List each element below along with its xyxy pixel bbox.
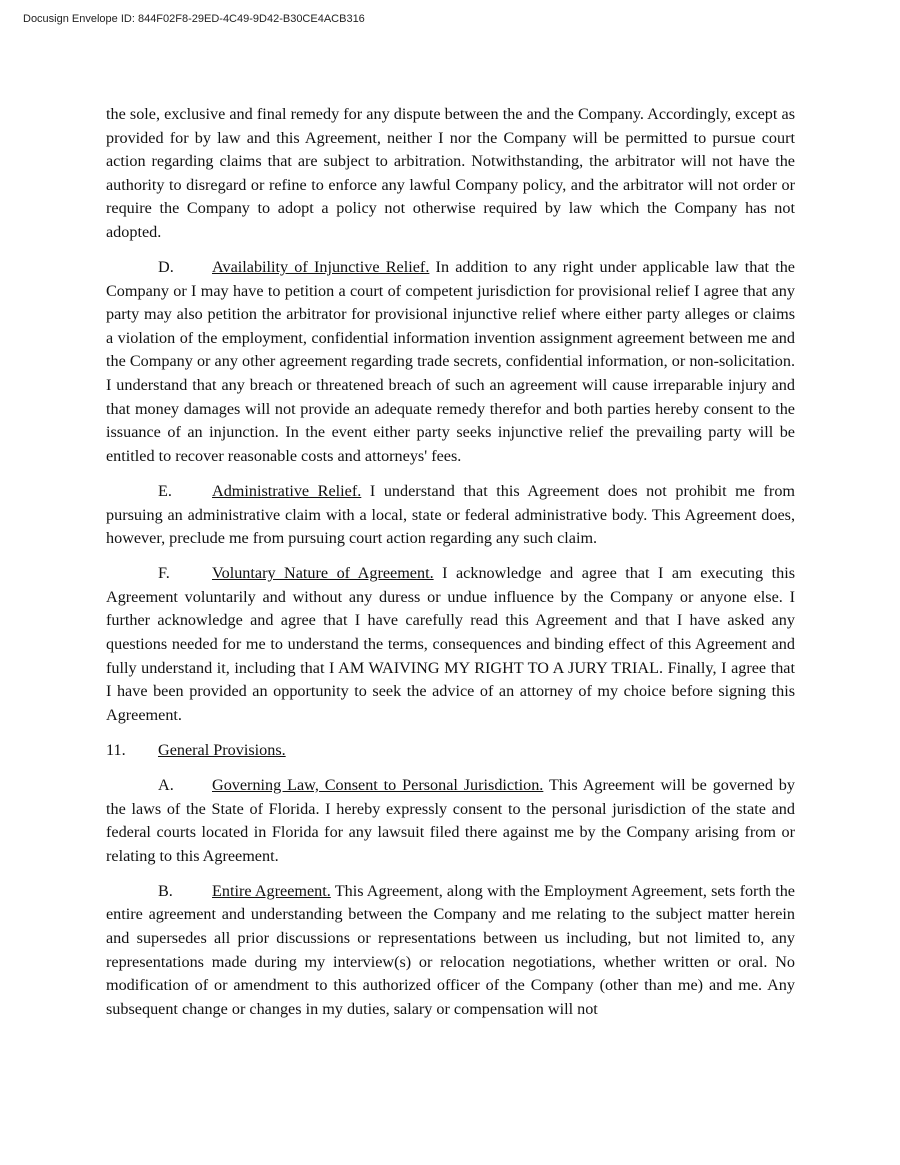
document-page	[106, 103, 795, 1021]
section-number: 11.	[106, 740, 126, 759]
item-letter: B.	[158, 881, 173, 900]
paragraph-d	[106, 256, 795, 468]
item-heading: Availability of Injunctive Relief.	[212, 258, 430, 277]
item-heading: Entire Agreement.	[212, 881, 331, 900]
item-body: I acknowledge and agree that I am executing this Agreement voluntarily and without any duress or undue influence by the Company or anyone else. I further acknowledge and agree that I have carefully read this Agreement and that I have asked any questions needed for me to understand the terms, consequences and binding effect of this Agreement and fully understand it, including that I AM WAIVING MY RIGHT TO A JURY TRIAL. Finally, I agree that I have been provided an opportunity to seek the advice of an attorney of my choice before signing this Agreement.	[106, 564, 796, 724]
item-body: This Agreement, along with the Employment Agreement, sets forth the entire agreement and understanding between the Company and me relating to the subject matter herein and supersedes all prior discussions or representations between us including, but not limited to, any representations made during my interview(s) or relocation negotiations, whether written or oral. No modification of or amendment to this authorized officer of the Company (other than me) and me. Any subsequent change or changes in my duties, salary or compensation will not	[106, 881, 795, 1018]
item-body: In addition to any right under applicable law that the Company or I may have to petition a court of competent jurisdiction for provisional relief I agree that any party may also petition the arbitrator for provisional injunctive relief where either party alleges or claims a violation of the employment, confidential information invention assignment agreement between me and the Company or any other agreement regarding trade secrets, confidential information, or non-solicitation. I understand that any breach or threatened breach of such an agreement will cause irreparable injury and that money damages will not provide an adequate remedy therefor and both parties hereby consent to the issuance of an injunction. In the event either party seeks injunctive relief the prevailing party will be entitled to recover reasonable costs and attorneys' fees.	[106, 258, 795, 465]
paragraph-intro: the sole, exclusive and final remedy for any dispute between the and the Company. Accordingly, except as provided for by law and this Agreement, neither I nor the Company will be permitted to pursue court action regarding claims that are subject to arbitration. Notwithstanding, the arbitrator will not have the authority to disregard or refine to enforce any lawful Company policy, and the arbitrator will not order or require the Company to adopt a policy not otherwise required by law which the Company has not adopted.	[106, 105, 795, 241]
item-letter: A.	[158, 775, 174, 794]
item-letter: E.	[158, 481, 172, 500]
item-heading: Voluntary Nature of Agreement.	[212, 564, 434, 583]
item-letter: D.	[158, 258, 174, 277]
item-letter: F.	[158, 564, 170, 583]
section-11-heading	[106, 739, 795, 763]
envelope-id: Docusign Envelope ID: 844F02F8-29ED-4C49-9D42-B30CE4ACB316	[23, 13, 365, 25]
item-body: This Agreement will be governed by the laws of the State of Florida. I hereby expressly consent to the personal jurisdiction of the state and federal courts located in Florida for any lawsuit filed there against me by the Company arising from or relating to this Agreement.	[106, 775, 795, 865]
item-heading: Administrative Relief.	[212, 481, 362, 500]
item-body: I understand that this Agreement does not prohibit me from pursuing an administrative claim with a local, state or federal administrative body. This Agreement does, however, preclude me from pursuing court action regarding any such claim.	[106, 481, 796, 548]
paragraph-a	[106, 774, 795, 868]
paragraph-e	[106, 480, 795, 551]
paragraph-b	[106, 880, 795, 1022]
item-heading: Governing Law, Consent to Personal Jurisdiction.	[212, 775, 544, 794]
section-title: General Provisions.	[158, 740, 286, 759]
paragraph-f	[106, 562, 795, 727]
